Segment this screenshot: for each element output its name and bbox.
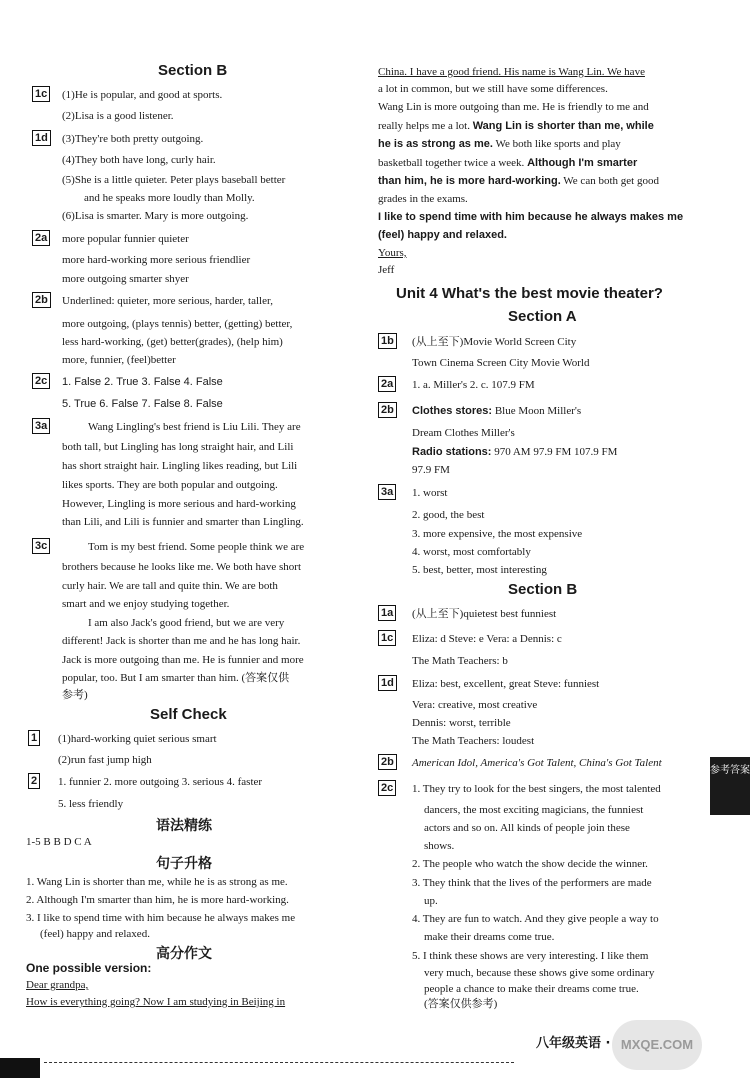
answer-line: 5. I think these shows are very interesting. I like them [412, 950, 649, 962]
answer-line: 1. funnier 2. more outgoing 3. serious 4. faster [58, 776, 263, 788]
answer-line: more outgoing smarter shyer [62, 273, 189, 285]
answer-line: Wang Lin is more outgoing than me. He is friendly to me and [378, 101, 649, 113]
answer-line: Yours, [378, 247, 407, 259]
unit-title: Unit 4 What's the best movie theater? [396, 285, 663, 302]
answer-line: 参考) [62, 689, 88, 701]
answer-line: (答案仅供参考) [424, 998, 498, 1010]
section-a-title: Section A [508, 308, 577, 325]
answer-line: 4. They are fun to watch. And they give people a way to [412, 913, 659, 925]
answer-line: 97.9 FM [412, 464, 450, 476]
answer-line: grades in the exams. [378, 193, 468, 205]
section-b-title: Section B [508, 581, 578, 598]
answer-line: has short straight hair. Lingling likes reading, but Lili [62, 460, 298, 472]
answer-line: (feel) happy and relaxed. [40, 928, 150, 940]
answer-line: more, funnier, (feel)better [62, 354, 176, 366]
answer-line: Jeff [378, 264, 395, 276]
answer-line: smart and we enjoy studying together. [62, 598, 230, 610]
answer-line: brothers because he looks like me. We both have short [62, 561, 302, 573]
answer-line: shows. [424, 840, 455, 852]
answer-line: 2. good, the best [412, 509, 485, 521]
answer-line: 5. best, better, most interesting [412, 564, 547, 576]
tag-2b: 2b [378, 402, 397, 418]
answer-line: Clothes stores: Blue Moon Miller's [412, 405, 582, 417]
answer-line: American Idol, America's Got Talent, China's Got Talent [412, 757, 662, 769]
answer-line: Dennis: worst, terrible [412, 717, 511, 729]
writing-title: 高分作文 [156, 946, 212, 962]
answer-line: people a chance to make their dreams come true. [424, 983, 639, 995]
answer-line: One possible version: [26, 961, 152, 975]
answer-line: The Math Teachers: loudest [412, 735, 535, 747]
answer-line: a lot in common, but we still have some differences. [378, 83, 608, 95]
answer-line: 1. False 2. True 3. False 4. False [62, 376, 223, 388]
answer-line: actors and so on. All kinds of people join these [424, 822, 630, 834]
answer-line: 3. They think that the lives of the performers are made [412, 877, 652, 889]
answer-line: How is everything going? Now I am studying in Beijing in [26, 996, 286, 1008]
answer-line: Jack is more outgoing than me. He is funnier and more [62, 654, 304, 666]
answer-line: (2)run fast jump high [58, 754, 152, 766]
answer-line: Underlined: quieter, more serious, harder, taller, [62, 295, 273, 307]
answer-line: than him, he is more hard-working. We can both get good [378, 175, 659, 187]
answer-line: 1. Wang Lin is shorter than me, while he is as strong as me. [26, 876, 288, 888]
answer-line: curly hair. We are tall and quite thin. We are both [62, 580, 278, 592]
answer-line: 3. more expensive, the most expensive [412, 528, 583, 540]
answer-line: Eliza: d Steve: e Vera: a Dennis: c [412, 633, 562, 645]
answer-line: 2. Although I'm smarter than him, he is more hard-working. [26, 894, 289, 906]
answer-line: I like to spend time with him because he always makes me [378, 211, 684, 223]
answer-line: popular, too. But I am smarter than him. (答案仅供 [62, 672, 290, 684]
answer-line: Tom is my best friend. Some people think we are [88, 541, 305, 553]
answer-line: he is as strong as me. We both like sports and play [378, 138, 621, 150]
answer-line: Dream Clothes Miller's [412, 427, 515, 439]
answer-line: different! Jack is shorter than me and he has long hair. [62, 635, 301, 647]
answer-line: (2)Lisa is a good listener. [62, 110, 174, 122]
answer-line: Town Cinema Screen City Movie World [412, 357, 590, 369]
watermark-logo: MXQE.COM [612, 1020, 702, 1070]
tag-1d: 1d [32, 130, 51, 146]
answer-line: less hard-working, (get) better(grades), (help him) [62, 336, 283, 348]
footer-corner-bar [0, 1058, 40, 1078]
answer-line: (6)Lisa is smarter. Mary is more outgoing. [62, 210, 249, 222]
grammar-title: 语法精练 [156, 818, 212, 834]
answer-line: (5)She is a little quieter. Peter plays baseball better [62, 174, 286, 186]
tag-1d: 1d [378, 675, 397, 691]
page-footer [0, 1018, 750, 1078]
tag-1c: 1c [32, 86, 50, 102]
answer-line: 2. The people who watch the show decide the winner. [412, 858, 648, 870]
tag-3a: 3a [32, 418, 50, 434]
answer-line: more outgoing, (plays tennis) better, (getting) better, [62, 318, 293, 330]
tag-2a: 2a [378, 376, 396, 392]
answer-line: China. I have a good friend. His name is Wang Lin. We have [378, 66, 645, 78]
answer-line: 1. a. Miller's 2. c. 107.9 FM [412, 379, 535, 391]
tag-1b: 1b [378, 333, 397, 349]
answer-line: 1. They try to look for the best singers, the most talented [412, 783, 661, 795]
answer-line: I am also Jack's good friend, but we are very [88, 617, 285, 629]
tag-2a: 2a [32, 230, 50, 246]
answer-line: likes sports. They are both popular and outgoing. [62, 479, 278, 491]
footer-divider [44, 1062, 514, 1063]
side-tab: 参考答案 [710, 757, 750, 815]
answer-line: 5. less friendly [58, 798, 124, 810]
tag-sc-2: 2 [28, 773, 40, 789]
answer-line: (从上至下)Movie World Screen City [412, 336, 577, 348]
sentence-title: 句子升格 [156, 856, 212, 872]
answer-line: very much, because these shows give some ordinary [424, 967, 655, 979]
answer-line: really helps me a lot. Wang Lin is shorter than me, while [378, 120, 654, 132]
answer-line: (1)He is popular, and good at sports. [62, 89, 223, 101]
answer-line: than Lili, and Lili is funnier and smarter than Lingling. [62, 516, 304, 528]
answer-line: more hard-working more serious friendlier [62, 254, 251, 266]
tag-sc-1: 1 [28, 730, 40, 746]
section-b-title: Section B [158, 62, 228, 79]
answer-line: both tall, but Lingling has long straight hair, and Lili [62, 441, 294, 453]
answer-line: make their dreams come true. [424, 931, 555, 943]
answer-line: (1)hard-working quiet serious smart [58, 733, 217, 745]
answer-line: The Math Teachers: b [412, 655, 508, 667]
answer-line: more popular funnier quieter [62, 233, 189, 245]
answer-line: (从上至下)quietest best funniest [412, 608, 557, 620]
answer-line: Eliza: best, excellent, great Steve: funniest [412, 678, 600, 690]
tag-2c: 2c [378, 780, 396, 796]
tag-3a: 3a [378, 484, 396, 500]
answer-line: 3. I like to spend time with him because he always makes me [26, 912, 296, 924]
answer-line: However, Lingling is more serious and hard-working [62, 498, 296, 510]
answer-line: 5. True 6. False 7. False 8. False [62, 398, 223, 410]
answer-line: dancers, the most exciting magicians, the funniest [424, 804, 644, 816]
tag-1c: 1c [378, 630, 396, 646]
tag-2c: 2c [32, 373, 50, 389]
answer-line: Dear grandpa, [26, 979, 89, 991]
answer-line: 1-5 B B D C A [26, 836, 92, 848]
tag-3c: 3c [32, 538, 50, 554]
answer-line: (3)They're both pretty outgoing. [62, 133, 204, 145]
footer-grade-label: 八年级英语 · [536, 1036, 611, 1051]
answer-line: Wang Lingling's best friend is Liu Lili. They are [88, 421, 301, 433]
answer-line: (4)They both have long, curly hair. [62, 154, 216, 166]
answer-line: Radio stations: 970 AM 97.9 FM 107.9 FM [412, 446, 618, 458]
answer-line: and he speaks more loudly than Molly. [84, 192, 255, 204]
answer-line: up. [424, 895, 438, 907]
answer-line: 4. worst, most comfortably [412, 546, 531, 558]
tag-1a: 1a [378, 605, 396, 621]
answer-line: basketball together twice a week. Although I'm smarter [378, 157, 638, 169]
tag-2b: 2b [32, 292, 51, 308]
answer-line: (feel) happy and relaxed. [378, 229, 507, 241]
answer-line: 1. worst [412, 487, 448, 499]
self-check-title: Self Check [150, 706, 227, 723]
tag-2b: 2b [378, 754, 397, 770]
answer-line: Vera: creative, most creative [412, 699, 538, 711]
